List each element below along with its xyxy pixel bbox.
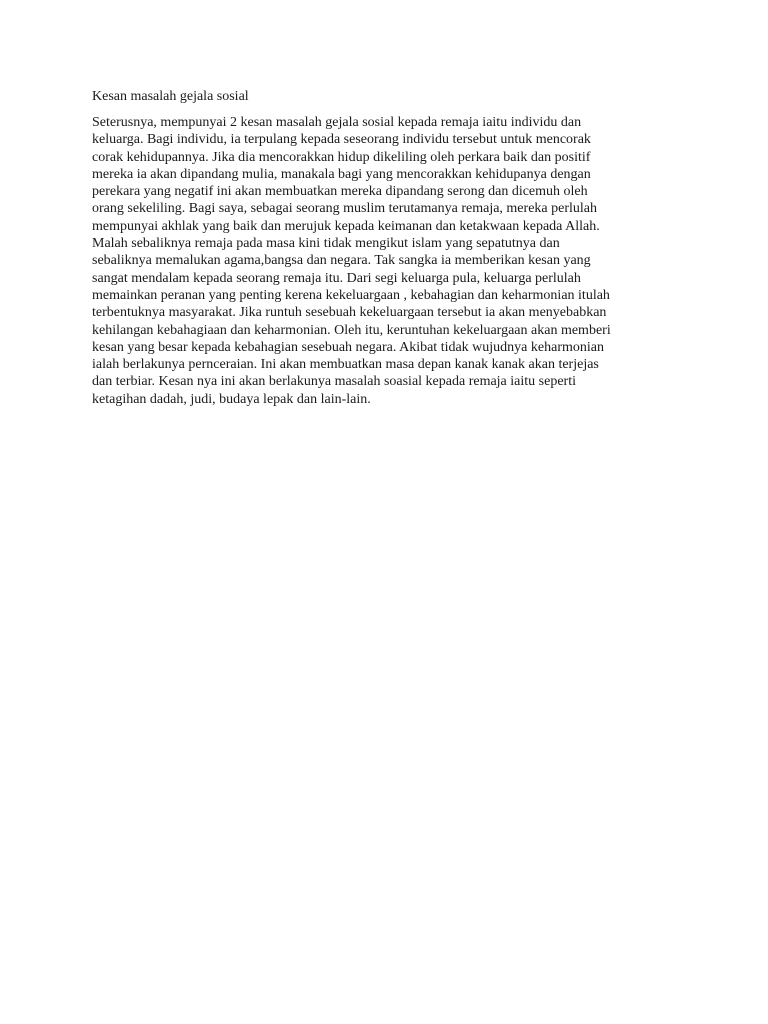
body-line: keluarga. Bagi individu, ia terpulang kepada seseorang individu tersebut untuk mencorak [92, 132, 591, 148]
body-line: sangat mendalam kepada seorang remaja itu. Dari segi keluarga pula, keluarga perlulah [92, 270, 581, 286]
body-line: mereka ia akan dipandang mulia, manakala bagi yang mencorakkan kehidupanya dengan [92, 166, 591, 182]
body-line: ialah berlakunya pernceraian. Ini akan membuatkan masa depan kanak kanak akan terjejas [92, 357, 599, 373]
body-line: dan terbiar. Kesan nya ini akan berlakunya masalah soasial kepada remaja iaitu seperti [92, 374, 576, 390]
body-line: corak kehidupannya. Jika dia mencorakkan hidup dikeliling oleh perkara baik dan positif [92, 149, 591, 165]
body-line: sebaliknya memalukan agama,bangsa dan negara. Tak sangka ia memberikan kesan yang [92, 253, 591, 269]
body-line: memainkan peranan yang penting kerena kekeluargaan , kebahagian dan keharmonian itulah [92, 287, 610, 303]
body-line: orang sekeliling. Bagi saya, sebagai seorang muslim terutamanya remaja, mereka perlulah [92, 201, 597, 217]
document-title: Kesan masalah gejala sosial [92, 89, 249, 104]
document-body [92, 114, 682, 408]
body-line: Seterusnya, mempunyai 2 kesan masalah gejala sosial kepada remaja iaitu individu dan [92, 115, 582, 130]
body-line: perekara yang negatif ini akan membuatkan mereka dipandang serong dan dicemuh oleh [92, 184, 588, 200]
body-line: kesan yang besar kepada kebahagian sesebuah negara. Akibat tidak wujudnya keharmonian [92, 339, 604, 355]
body-line: kehilangan kebahagiaan dan keharmonian. Oleh itu, keruntuhan kekeluargaan akan memberi [92, 322, 611, 338]
document-content [92, 87, 682, 408]
body-line: mempunyai akhlak yang baik dan merujuk kepada keimanan dan ketakwaan kepada Allah. [92, 218, 600, 234]
body-line: terbentuknya masyarakat. Jika runtuh sesebuah kekeluargaan tersebut ia akan menyebabkan [92, 305, 607, 321]
body-line: ketagihan dadah, judi, budaya lepak dan lain-lain. [92, 391, 371, 407]
body-line: Malah sebaliknya remaja pada masa kini tidak mengikut islam yang sepatutnya dan [92, 236, 560, 252]
